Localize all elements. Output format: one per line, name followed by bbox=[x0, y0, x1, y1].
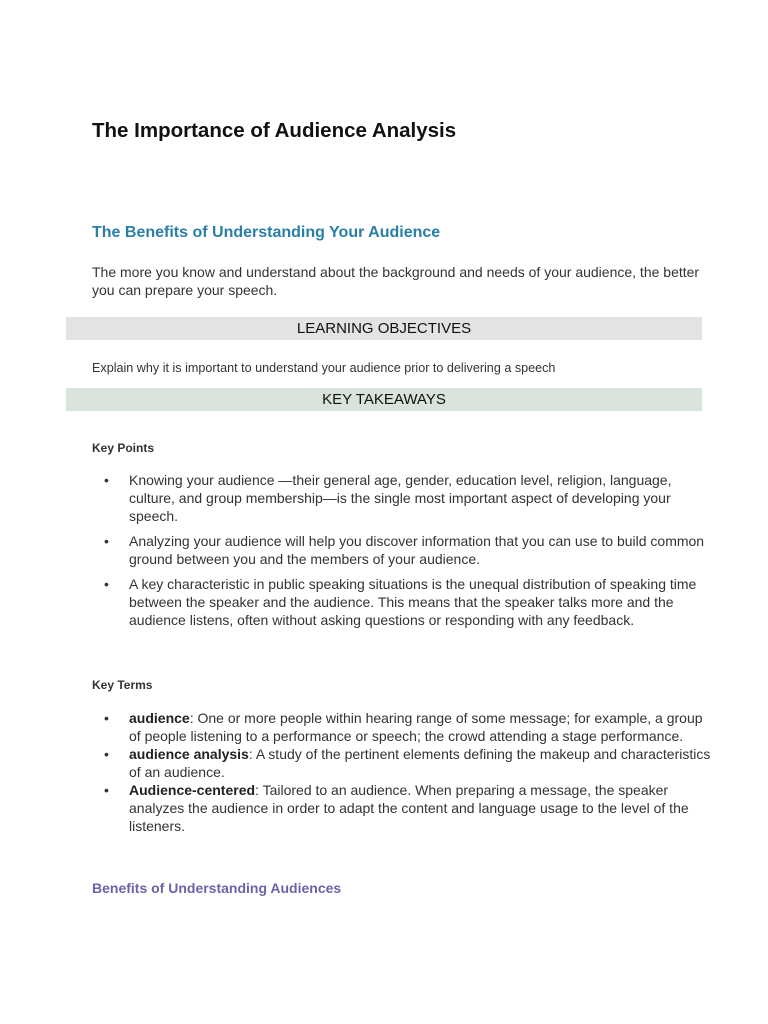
key-takeaways-banner: KEY TAKEAWAYS bbox=[66, 388, 702, 411]
term-definition: : One or more people within hearing range of some message; for example, a group of people listening to a performance or speech; the crowd attending a stage performance. bbox=[129, 710, 703, 744]
intro-paragraph: The more you know and understand about the background and needs of your audience, the better you can prepare your speech. bbox=[92, 264, 700, 298]
next-section-heading: Benefits of Understanding Audiences bbox=[92, 880, 342, 896]
key-points-list bbox=[92, 471, 711, 636]
learning-objectives-banner: LEARNING OBJECTIVES bbox=[66, 317, 702, 340]
key-term-item bbox=[129, 709, 711, 745]
learning-objective-text: Explain why it is important to understand your audience prior to delivering a speech bbox=[92, 361, 556, 375]
page-title: The Importance of Audience Analysis bbox=[92, 119, 457, 142]
key-point-item: • Analyzing your audience will help you discover information that you can use to build common ground between you and the members of your audience. bbox=[129, 532, 711, 568]
key-point-item: • Knowing your audience —their general age, gender, education level, religion, language, culture, and group membership—is the single most important aspect of developing your speech. bbox=[129, 471, 711, 525]
term-name: Audience-centered bbox=[129, 782, 256, 798]
key-points-heading: Key Points bbox=[92, 441, 155, 455]
key-point-item: • A key characteristic in public speaking situations is the unequal distribution of speaking time between the speaker and the audience. This means that the speaker talks more and the audience listens, often without asking questions or responding with any feedback. bbox=[129, 575, 711, 629]
term-definition: : A study of the pertinent elements defining the makeup and characteristics of an audience. bbox=[129, 746, 711, 780]
term-name: audience bbox=[129, 710, 190, 726]
key-term-item bbox=[129, 745, 711, 781]
section-subtitle: The Benefits of Understanding Your Audience bbox=[92, 224, 441, 241]
key-terms-heading: Key Terms bbox=[92, 678, 153, 692]
key-term-item bbox=[129, 781, 711, 835]
term-name: audience analysis bbox=[129, 746, 249, 762]
term-definition: : Tailored to an audience. When preparing a message, the speaker analyzes the audience in order to adapt the content and language usage to the level of the listeners. bbox=[129, 782, 689, 834]
key-terms-list bbox=[92, 709, 711, 835]
